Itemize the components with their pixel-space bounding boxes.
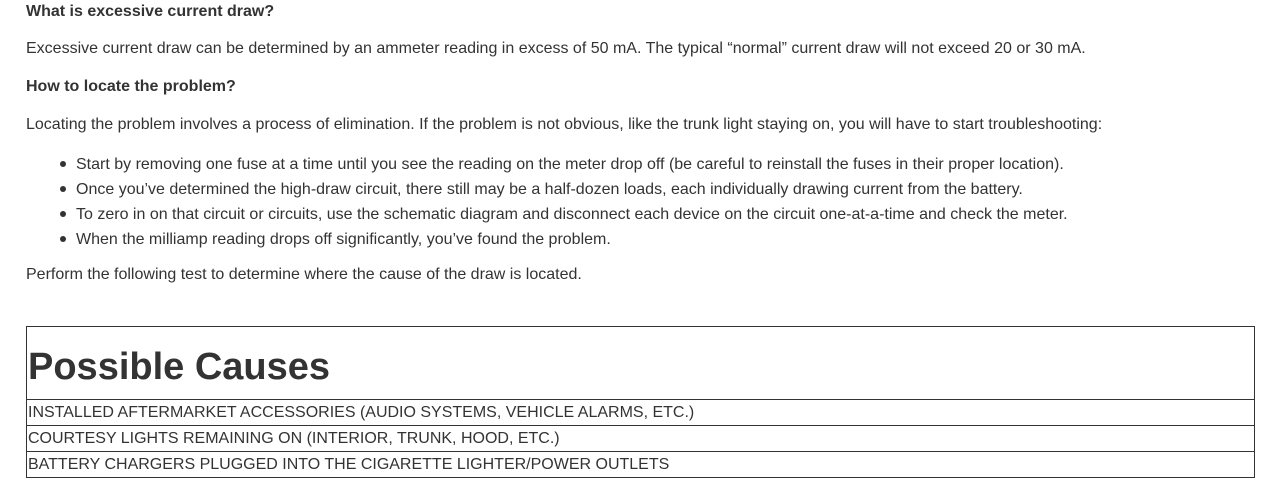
table-row bbox=[27, 426, 1255, 452]
outro-paragraph: Perform the following test to determine where the cause of the draw is located. bbox=[26, 266, 582, 283]
table-cell: BATTERY CHARGERS PLUGGED INTO THE CIGARETTE LIGHTER/POWER OUTLETS bbox=[27, 452, 1255, 478]
table-row bbox=[27, 400, 1255, 426]
list-item: To zero in on that circuit or circuits, use the schematic diagram and disconnect each device on the circuit one-at-a-time and check the meter. bbox=[76, 202, 1068, 227]
answer-paragraph-excessive-draw: Excessive current draw can be determined by an ammeter reading in excess of 50 mA. The typical “normal” current draw will not exceed 20 or 30 mA. bbox=[26, 40, 1086, 57]
table-cell: INSTALLED AFTERMARKET ACCESSORIES (AUDIO SYSTEMS, VEHICLE ALARMS, ETC.) bbox=[27, 400, 1255, 426]
list-item: When the milliamp reading drops off significantly, you’ve found the problem. bbox=[76, 227, 1068, 252]
list-item: Once you’ve determined the high-draw circuit, there still may be a half-dozen loads, each individually drawing current from the battery. bbox=[76, 177, 1068, 202]
possible-causes-table bbox=[26, 326, 1255, 478]
question-heading-excessive-draw: What is excessive current draw? bbox=[26, 3, 275, 20]
intro-paragraph-locate-problem: Locating the problem involves a process of elimination. If the problem is not obvious, like the trunk light staying on, you will have to start troubleshooting: bbox=[26, 116, 1103, 133]
list-item: Start by removing one fuse at a time until you see the reading on the meter drop off (be careful to reinstall the fuses in their proper location). bbox=[76, 152, 1068, 177]
table-cell: COURTESY LIGHTS REMAINING ON (INTERIOR, TRUNK, HOOD, ETC.) bbox=[27, 426, 1255, 452]
table-row bbox=[27, 452, 1255, 478]
table-header-row bbox=[27, 327, 1255, 400]
question-heading-locate-problem: How to locate the problem? bbox=[26, 78, 236, 95]
table-header-possible-causes: Possible Causes bbox=[27, 327, 1255, 400]
troubleshooting-steps-list bbox=[26, 152, 1068, 252]
